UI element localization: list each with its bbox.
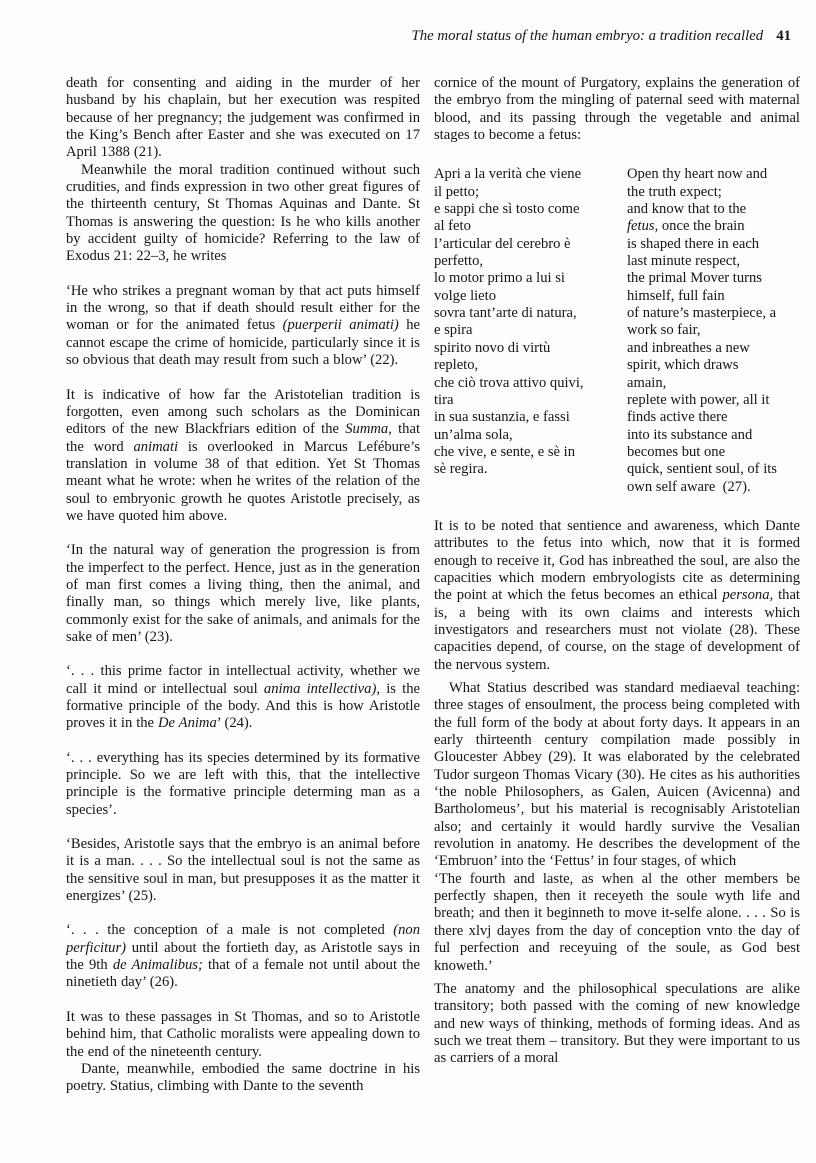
poem-line: Open thy heart now and [627, 166, 768, 183]
poem-line: al feto [434, 218, 471, 235]
paragraph: ‘. . . the conception of a male is not completed (non perficitur) until about the fortieth day, as Aristotle says in the 9th de Animalibus; that of a female not until about the ninetieth day’ (26). [66, 922, 421, 991]
paragraph: What Statius described was standard mediaeval teaching: three stages of ensoulment, the process being completed with the full form of the body at about forty days. It appears in an early thirteenth century compilation made possibly in Gloucester Abbey (29). It was elaborated by the celebrated Tudor surgeon Thomas Vicary (30). He cites as his authorities ‘the noble Philosophers, as Galen, Auicen (Avicenna) and Bartholomeus’, but his material is recognisably Aristotelian also; and certainly it would hardly survive the Vesalian revolution in anatomy. He describes the development of the ‘Embruon’ into the ‘Fettus’ in four stages, of which [434, 680, 800, 870]
paragraph: ‘He who strikes a pregnant woman by that act puts himself in the wrong, so that if death should result either for the woman or for the animated fetus (puerperii animati) he cannot escape the crime of homicide, particularly since it is so obvious that death may result from such a blow’ (22). [66, 282, 420, 369]
right-column [434, 75, 800, 1096]
paragraph: The anatomy and the philosophical speculations are alike transitory; both passed with the coming of new knowledge and new ways of thinking, methods of forming ideas. And as such we treat them – transitory. But they were important to us as carriers of a moral [434, 980, 800, 1067]
poem-block [434, 166, 800, 496]
poem-line: perfetto, [434, 253, 484, 270]
poem-line: che ciò trova attivo quivi, [434, 374, 584, 391]
paragraph: It is to be noted that sentience and awareness, which Dante attributes to the fetus into which, now that it is formed enough to receive it, God has inbreathed the soul, are also the capacities which modern embryologists cite as determining the point at which the fetus becomes an ethical persona, that is, a being with its own claims and interests which investigators and researchers must not violate (28). These capacities depend, of course, on the stage of development of the nervous system. [434, 517, 800, 673]
poem-line: finds active there [627, 409, 728, 426]
poem-line: the primal Mover turns [627, 270, 762, 287]
poem-line: spirit, which draws [627, 357, 739, 374]
poem-line: che vive, e sente, e sè in [434, 443, 576, 460]
poem-line: lo motor primo a lui si [434, 270, 565, 287]
running-head [66, 27, 791, 45]
poem-line: of nature’s masterpiece, a [627, 305, 777, 322]
poem-line: volge lieto [434, 287, 497, 304]
poem-line: repleto, [434, 357, 479, 374]
paragraph: It is indicative of how far the Aristotelian tradition is forgotten, even among such scholars as the Dominican editors of the new Blackfriars edition of the Summa, that the word animati is overlooked in Marcus Lefébure’s translation in volume 38 of that edition. Yet St Thomas meant what he wrote: when he writes of the relation of the soul to embryonic growth he quotes Aristotle precisely, as we have quoted him above. [66, 386, 421, 524]
poem-line: himself, full fain [627, 287, 725, 304]
running-title: The moral status of the human embryo: a tradition recalled [411, 28, 764, 44]
poem-line: tira [434, 391, 454, 408]
paragraph: Dante, meanwhile, embodied the same doctrine in his poetry. Statius, climbing with Dante to the seventh [66, 1060, 420, 1095]
right-column-body [434, 518, 800, 1068]
poem-line: is shaped there in each [627, 235, 760, 252]
poem-line: in sua sustanzia, e fassi [434, 409, 570, 426]
poem-line: replete with power, all it [627, 391, 770, 408]
paragraph: death for consenting and aiding in the murder of her husband by his chaplain, but her execution was respited because of her pregnancy; the judgement was confirmed in the King’s Bench after Easter and she was executed on 17 April 1388 (21). [66, 75, 420, 161]
poem-line: work so fair, [627, 322, 701, 339]
poem-line: own self aware (27). [627, 478, 751, 495]
poem-line: fetus, once the brain [627, 218, 745, 235]
poem-line: last minute respect, [627, 253, 741, 270]
poem-line: spirito novo di virtù [434, 339, 551, 356]
poem-english-column [627, 166, 800, 496]
poem-italian-column [434, 166, 627, 496]
paragraph: It was to these passages in St Thomas, and so to Aristotle behind him, that Catholic moralists were appealing down to the end of the nineteenth century. [66, 1008, 420, 1060]
poem-line: sovra tant’arte di natura, [434, 305, 577, 322]
poem-line: and know that to the [627, 201, 747, 218]
poem-line: amain, [627, 374, 667, 391]
poem-line: becomes but one [627, 443, 726, 460]
left-column [66, 75, 420, 1096]
poem-line: e sappi che sì tosto come [434, 201, 580, 218]
paragraph: ‘The fourth and laste, as when al the other members be perfectly shapen, then it receyeth the soule wyth life and breath; and then it beginneth to move it-selfe alone. . . . So is there xlvj dayes from the day of conception vnto the day of ful perfection and receyuing of the soule, as God best knoweth.’ [434, 870, 800, 974]
right-column-intro [434, 75, 800, 144]
poem-line: quick, sentient soul, of its [627, 461, 777, 478]
paragraph: ‘In the natural way of generation the progression is from the imperfect to the perfect. Hence, just as in the generation of man first comes a living thing, then the animal, and finally man, so things which merely live, like plants, commonly exist for the sake of animals, and animals for the sake of men’ (23). [66, 542, 420, 645]
paragraph: ‘. . . this prime factor in intellectual activity, whether we call it mind or intellectual soul anima intellectiva), is the formative principle of the body. And this is how Aristotle proves it in the De Anima’ (24). [66, 663, 420, 732]
poem-line: Apri a la verità che viene [434, 166, 582, 183]
paragraph: ‘Besides, Aristotle says that the embryo is an animal before it is a man. . . . So the intellectual soul is not the same as the sensitive soul in man, but presupposes it as the matter it energizes’ (25). [66, 836, 420, 905]
poem-line: un’alma sola, [434, 426, 513, 443]
poem-line: il petto; [434, 183, 479, 200]
paragraph: cornice of the mount of Purgatory, explains the generation of the embryo from the mingling of paternal seed with maternal blood, and its passing through the vegetable and animal stages to become a fetus: [434, 75, 800, 144]
poem-line: e spira [434, 322, 473, 339]
poem-line: the truth expect; [627, 183, 722, 200]
page-number: 41 [776, 28, 791, 44]
poem-line: and inbreathes a new [627, 339, 750, 356]
paragraph: ‘. . . everything has its species determined by its formative principle. So we are left with this, that the intellective principle is the formative principle determing man as a species’. [66, 749, 420, 818]
poem-line: into its substance and [627, 426, 753, 443]
poem-line: l’articular del cerebro è [434, 235, 571, 252]
poem-line: sè regira. [434, 461, 488, 478]
paragraph: Meanwhile the moral tradition continued without such crudities, and finds expression in two other great figures of the thirteenth century, St Thomas Aquinas and Dante. St Thomas is answering the question: Is he who kills another by accident guilty of homicide? Referring to the law of Exodus 21: 22–3, he writes [66, 161, 420, 265]
text-columns [66, 75, 800, 1096]
